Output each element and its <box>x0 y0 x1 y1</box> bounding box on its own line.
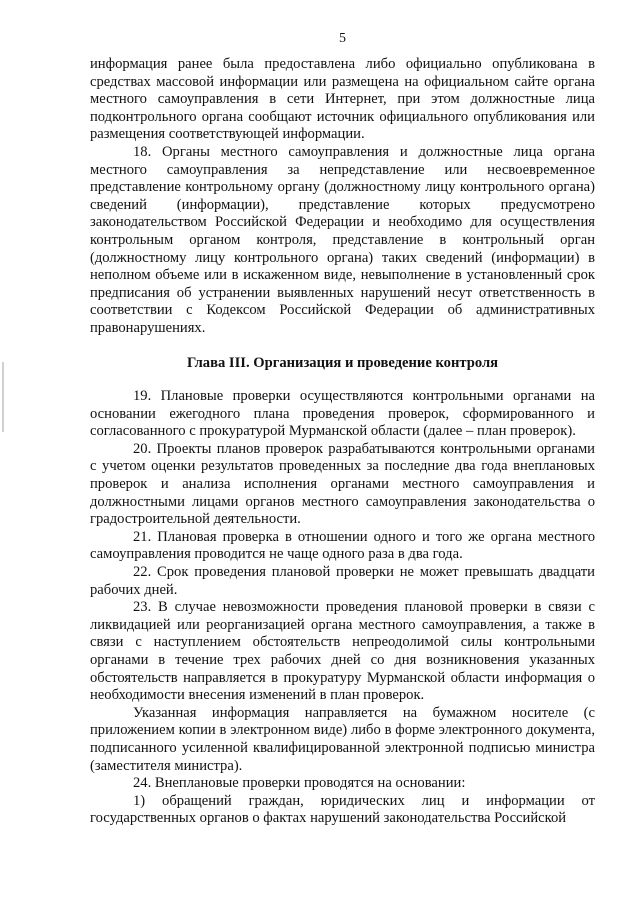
paragraph-24-item-1: 1) обращений граждан, юридических лиц и информации от государственных органов о фактах нарушений законодательства Российской <box>90 792 595 827</box>
chapter-heading: Глава III. Организация и проведение контроля <box>186 354 499 371</box>
paragraph-20: 20. Проекты планов проверок разрабатываются контрольными органами с учетом оценки результатов проведенных за последние два года внеплановых проверок и анализа исполнения органами местного самоуправления и должностными лицами органов местного самоуправления законодательства о градостроительной деятельности. <box>90 440 595 528</box>
paragraph-19: 19. Плановые проверки осуществляются контрольными органами на основании ежегодного плана проведения проверок, сформированного и согласованного с прокуратурой Мурманской области (далее – план проверок). <box>90 388 595 440</box>
paragraph-23-note: Указанная информация направляется на бумажном носителе (с приложением копии в электронном виде) либо в форме электронного документа, подписанного усиленной квалифицированной электронной подписью министра (заместителя министра). <box>90 704 595 774</box>
paragraph-22: 22. Срок проведения плановой проверки не может превышать двадцати рабочих дней. <box>90 564 595 598</box>
paragraph-23: 23. В случае невозможности проведения плановой проверки в связи с ликвидацией или реорганизацией органа местного самоуправления, а также в связи с наступлением обстоятельств непреодолимой силы контрольными органами в течение трех рабочих дней со дня возникновения указанных обстоятельств направляется в прокуратуру Мурманской области информация о необходимости внесения изменений в план проверок. <box>90 599 595 704</box>
paragraph-24: 24. Внеплановые проверки проводятся на основании: <box>133 775 466 792</box>
paragraph-21: 21. Плановая проверка в отношении одного и того же органа местного самоуправления проводится не чаще одного раза в два года. <box>90 528 595 563</box>
scan-margin-mark <box>2 362 4 432</box>
paragraph-18: 18. Органы местного самоуправления и должностные лица органа местного самоуправления за непредставление или несвоевременное представление контрольному органу (должностному лицу контрольного органа) сведений (информации), представление которых предусмотрено законодательством Российской Федерации и необходимо для осуществления контрольным органом контроля, представление в контрольный орган (должностному лицу контрольного органа) таких сведений (информации) в неполном объеме или в искаженном виде, невыполнение в установленный срок предписания об устранении выявленных нарушений несут ответственность в соответствии с Кодексом Российской Федерации об административных правонарушениях. <box>90 143 595 336</box>
paragraph-continuation: информация ранее была предоставлена либо официально опубликована в средствах массовой информации или размещена на официальном сайте органа местного самоуправления в сети Интернет, при этом должностные лица подконтрольного органа сообщают источник официального опубликования или размещения соответствующей информации. <box>90 56 595 143</box>
page-number: 5 <box>339 31 346 46</box>
document-page <box>90 30 595 828</box>
